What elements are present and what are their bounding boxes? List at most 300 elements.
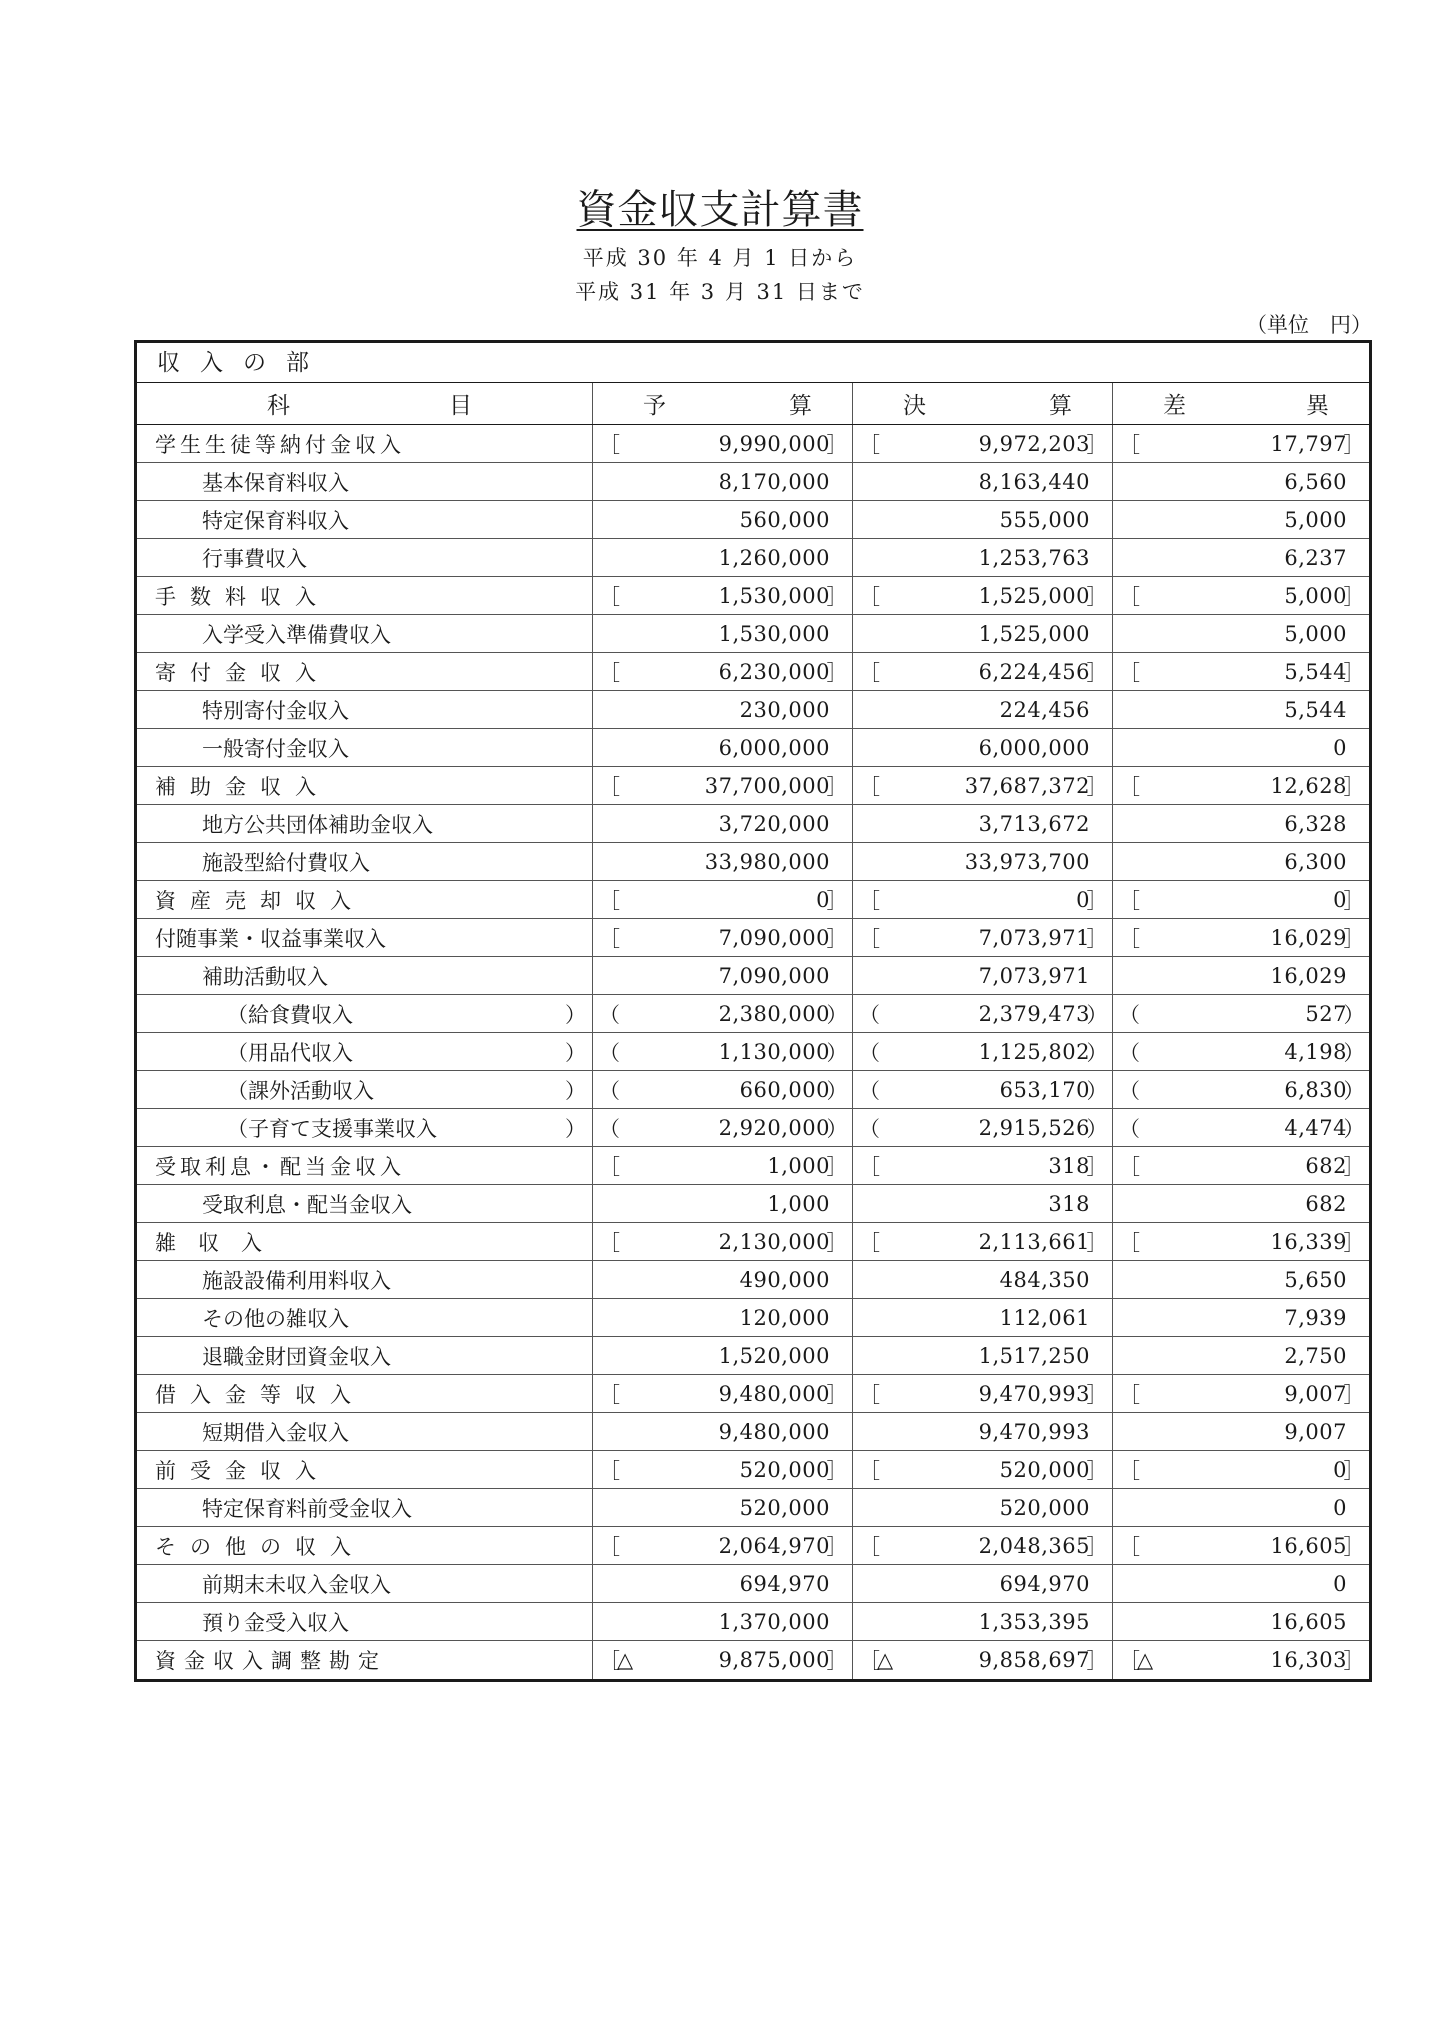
difference-value: 2,750	[1284, 1343, 1347, 1368]
budget-cell	[593, 1109, 853, 1146]
account-label: 施設設備利用料収入	[202, 1268, 391, 1293]
actual-cell	[853, 805, 1113, 842]
budget-cell	[593, 425, 853, 462]
difference-value: 4,198	[1284, 1039, 1347, 1064]
account-label: 一般寄付金収入	[202, 736, 349, 761]
difference-cell	[1113, 1223, 1369, 1260]
bracket-open: ［	[859, 1154, 881, 1179]
account-label: 資産売却収入	[155, 888, 365, 913]
actual-value: 7,073,971	[978, 925, 1090, 950]
actual-cell	[853, 1261, 1113, 1298]
table-row	[137, 577, 1369, 615]
bracket-close: ］	[826, 1649, 848, 1673]
account-label: （用品代収入	[227, 1040, 353, 1065]
income-table	[134, 340, 1372, 1682]
paren-open: （	[599, 1116, 621, 1141]
budget-value: 0	[816, 887, 830, 912]
bracket-open: ［	[859, 432, 881, 457]
actual-value: 6,224,456	[978, 659, 1090, 684]
difference-cell	[1113, 767, 1369, 804]
account-name	[137, 1641, 593, 1679]
account-label: 資金収入調整勘定	[155, 1649, 387, 1673]
paren-close: ）	[565, 1040, 586, 1065]
header-budget	[593, 383, 853, 424]
bracket-open: ［	[1119, 926, 1141, 951]
account-label: その他の雑収入	[202, 1306, 349, 1331]
budget-value: 6,000,000	[718, 735, 830, 760]
bracket-open: ［	[599, 1649, 621, 1673]
difference-cell	[1113, 1375, 1369, 1412]
header-char: 科	[267, 393, 290, 419]
difference-value: 5,650	[1284, 1267, 1347, 1292]
difference-cell	[1113, 1451, 1369, 1488]
budget-value: 1,260,000	[718, 545, 830, 570]
budget-value: 520,000	[739, 1457, 830, 1482]
difference-cell	[1113, 501, 1369, 538]
actual-value: 9,470,993	[978, 1381, 1090, 1406]
budget-cell	[593, 1261, 853, 1298]
bracket-close: ］	[1343, 888, 1365, 913]
bracket-open: ［	[859, 926, 881, 951]
account-label: 入学受入準備費収入	[202, 622, 391, 647]
paren-open: （	[1119, 1116, 1141, 1141]
budget-value: 7,090,000	[718, 925, 830, 950]
budget-value: 694,970	[739, 1571, 830, 1596]
account-name	[137, 881, 593, 918]
bracket-open: ［	[859, 774, 881, 799]
actual-cell	[853, 1489, 1113, 1526]
paren-close: ）	[1343, 1078, 1365, 1103]
actual-cell	[853, 1527, 1113, 1564]
actual-cell	[853, 1603, 1113, 1640]
bracket-close: ］	[1086, 660, 1108, 685]
budget-value: 2,064,970	[718, 1533, 830, 1558]
actual-value: 653,170	[999, 1077, 1090, 1102]
bracket-close: ］	[1086, 888, 1108, 913]
difference-value: 16,029	[1270, 963, 1347, 988]
budget-cell	[593, 577, 853, 614]
difference-cell	[1113, 843, 1369, 880]
account-label: 補助金収入	[155, 774, 330, 799]
difference-value: 9,007	[1284, 1381, 1347, 1406]
difference-value: 9,007	[1284, 1419, 1347, 1444]
header-char: 決	[903, 393, 926, 419]
budget-cell	[593, 1603, 853, 1640]
account-label: 特別寄付金収入	[202, 698, 349, 723]
table-row	[137, 1261, 1369, 1299]
table-row	[137, 1489, 1369, 1527]
bracket-close: ］	[1086, 584, 1108, 609]
paren-close: ）	[826, 1002, 848, 1027]
budget-cell	[593, 843, 853, 880]
account-name	[137, 843, 593, 880]
difference-value: 16,605	[1270, 1533, 1347, 1558]
account-name	[137, 805, 593, 842]
bracket-close: ］	[1343, 584, 1365, 609]
paren-open: （	[859, 1040, 881, 1065]
bracket-close: ］	[1343, 1382, 1365, 1407]
actual-cell	[853, 463, 1113, 500]
account-name	[137, 995, 593, 1032]
actual-value: 1,125,802	[978, 1039, 1090, 1064]
budget-cell	[593, 1413, 853, 1450]
table-row	[137, 1527, 1369, 1565]
actual-value: 33,973,700	[964, 849, 1090, 874]
difference-value: 682	[1305, 1153, 1347, 1178]
bracket-open: ［	[1119, 1382, 1141, 1407]
actual-cell	[853, 501, 1113, 538]
bracket-close: ］	[1343, 1458, 1365, 1483]
account-label: その他の収入	[155, 1534, 365, 1559]
bracket-close: ］	[826, 1534, 848, 1559]
paren-open: （	[1119, 1002, 1141, 1027]
account-label: 行事費収入	[202, 546, 307, 571]
account-name	[137, 1109, 593, 1146]
budget-value: 660,000	[739, 1077, 830, 1102]
budget-value: 9,480,000	[718, 1419, 830, 1444]
table-row	[137, 805, 1369, 843]
actual-value: 9,470,993	[978, 1419, 1090, 1444]
actual-value: 1,525,000	[978, 621, 1090, 646]
budget-cell	[593, 729, 853, 766]
bracket-close: ］	[826, 584, 848, 609]
paren-open: （	[599, 1078, 621, 1103]
bracket-open: ［	[599, 774, 621, 799]
period-from: 平成 30 年 4 月 1 日から	[582, 246, 858, 270]
bracket-open: ［	[1119, 1649, 1141, 1673]
budget-cell	[593, 1337, 853, 1374]
account-label: 前期末未収入金収入	[202, 1572, 391, 1597]
bracket-close: ］	[1343, 774, 1365, 799]
paren-open: （	[599, 1040, 621, 1065]
actual-value: 2,379,473	[978, 1001, 1090, 1026]
difference-cell	[1113, 539, 1369, 576]
actual-value: 2,915,526	[978, 1115, 1090, 1140]
budget-value: 230,000	[739, 697, 830, 722]
header-char: 異	[1306, 393, 1329, 419]
actual-cell	[853, 767, 1113, 804]
header-char: 目	[449, 393, 472, 419]
bracket-close: ］	[1086, 1154, 1108, 1179]
paren-close: ）	[826, 1116, 848, 1141]
paren-close: ）	[1343, 1040, 1365, 1065]
table-row	[137, 843, 1369, 881]
paren-close: ）	[565, 1078, 586, 1103]
budget-cell	[593, 1147, 853, 1184]
difference-value: 5,544	[1284, 659, 1347, 684]
bracket-close: ］	[1343, 1534, 1365, 1559]
budget-cell	[593, 881, 853, 918]
budget-value: 1,000	[767, 1153, 830, 1178]
paren-open: （	[859, 1002, 881, 1027]
account-name	[137, 425, 593, 462]
table-row	[137, 1033, 1369, 1071]
difference-value: 0	[1333, 887, 1347, 912]
difference-value: 682	[1305, 1191, 1347, 1216]
actual-cell	[853, 1033, 1113, 1070]
bracket-open: ［	[1119, 584, 1141, 609]
difference-value: 16,605	[1270, 1609, 1347, 1634]
budget-value: 1,530,000	[718, 621, 830, 646]
account-label: 前受金収入	[155, 1458, 330, 1483]
table-row	[137, 653, 1369, 691]
actual-value: 224,456	[999, 697, 1090, 722]
difference-cell	[1113, 919, 1369, 956]
difference-value: 12,628	[1270, 773, 1347, 798]
table-row	[137, 1603, 1369, 1641]
table-row	[137, 1147, 1369, 1185]
actual-cell	[853, 1451, 1113, 1488]
difference-value: 0	[1333, 1571, 1347, 1596]
account-name	[137, 1299, 593, 1336]
difference-cell	[1113, 1261, 1369, 1298]
bracket-open: ［	[1119, 1154, 1141, 1179]
difference-value: 5,000	[1284, 507, 1347, 532]
actual-cell	[853, 995, 1113, 1032]
account-name	[137, 767, 593, 804]
budget-value: 520,000	[739, 1495, 830, 1520]
difference-value: 527	[1305, 1001, 1347, 1026]
header-actual	[853, 383, 1113, 424]
bracket-close: ］	[1086, 432, 1108, 457]
table-row	[137, 1071, 1369, 1109]
budget-value: 2,380,000	[718, 1001, 830, 1026]
actual-cell	[853, 1641, 1113, 1679]
bracket-open: ［	[1119, 1230, 1141, 1255]
budget-cell	[593, 957, 853, 994]
actual-value: 9,858,697	[978, 1648, 1090, 1672]
actual-value: 555,000	[999, 507, 1090, 532]
bracket-open: ［	[1119, 888, 1141, 913]
actual-cell	[853, 1223, 1113, 1260]
difference-cell	[1113, 1413, 1369, 1450]
account-name	[137, 957, 593, 994]
budget-value: 2,130,000	[718, 1229, 830, 1254]
header-char: 算	[1049, 393, 1072, 419]
table-row	[137, 1565, 1369, 1603]
budget-cell	[593, 1375, 853, 1412]
account-name	[137, 1565, 593, 1602]
bracket-close: ］	[1086, 1534, 1108, 1559]
bracket-close: ］	[1086, 774, 1108, 799]
difference-cell	[1113, 805, 1369, 842]
table-row	[137, 729, 1369, 767]
bracket-open: ［	[859, 584, 881, 609]
bracket-close: ］	[826, 888, 848, 913]
paren-close: ）	[565, 1002, 586, 1027]
budget-value: 1,520,000	[718, 1343, 830, 1368]
budget-cell	[593, 805, 853, 842]
budget-value: 1,000	[767, 1191, 830, 1216]
budget-value: 560,000	[739, 507, 830, 532]
budget-cell	[593, 767, 853, 804]
difference-value: 16,303	[1270, 1648, 1347, 1672]
actual-value: 318	[1048, 1191, 1090, 1216]
account-label: 退職金財団資金収入	[202, 1344, 391, 1369]
account-name	[137, 1147, 593, 1184]
budget-cell	[593, 1489, 853, 1526]
negative-mark: △	[877, 1648, 894, 1672]
table-row	[137, 501, 1369, 539]
difference-cell	[1113, 1527, 1369, 1564]
paren-close: ）	[1343, 1002, 1365, 1027]
account-name	[137, 1603, 593, 1640]
actual-value: 2,113,661	[978, 1229, 1090, 1254]
account-label: （給食費収入	[227, 1002, 353, 1027]
account-name	[137, 1413, 593, 1450]
account-name	[137, 691, 593, 728]
bracket-open: ［	[859, 1230, 881, 1255]
account-name	[137, 1451, 593, 1488]
actual-cell	[853, 577, 1113, 614]
paren-open: （	[859, 1116, 881, 1141]
account-label: （子育て支援事業収入	[227, 1116, 437, 1141]
bracket-open: ［	[599, 432, 621, 457]
table-row	[137, 919, 1369, 957]
table-row	[137, 1185, 1369, 1223]
header-char: 算	[789, 393, 812, 419]
account-name	[137, 615, 593, 652]
difference-cell	[1113, 1109, 1369, 1146]
paren-close: ）	[1086, 1040, 1108, 1065]
paren-close: ）	[1086, 1078, 1108, 1103]
actual-cell	[853, 539, 1113, 576]
table-row	[137, 1641, 1369, 1679]
bracket-close: ］	[826, 1230, 848, 1255]
budget-value: 9,990,000	[718, 431, 830, 456]
actual-value: 694,970	[999, 1571, 1090, 1596]
bracket-close: ］	[1343, 1230, 1365, 1255]
bracket-open: ［	[1119, 1458, 1141, 1483]
actual-value: 112,061	[999, 1305, 1090, 1330]
account-name	[137, 653, 593, 690]
budget-value: 9,875,000	[718, 1648, 830, 1672]
budget-cell	[593, 501, 853, 538]
difference-value: 6,300	[1284, 849, 1347, 874]
budget-cell	[593, 1527, 853, 1564]
account-name	[137, 1033, 593, 1070]
bracket-close: ］	[1343, 432, 1365, 457]
table-row	[137, 615, 1369, 653]
account-label: 施設型給付費収入	[202, 850, 370, 875]
difference-cell	[1113, 995, 1369, 1032]
bracket-close: ］	[1086, 1230, 1108, 1255]
header-difference	[1113, 383, 1369, 424]
difference-cell	[1113, 1033, 1369, 1070]
difference-value: 17,797	[1270, 431, 1347, 456]
difference-value: 0	[1333, 735, 1347, 760]
bracket-close: ］	[1086, 1458, 1108, 1483]
actual-cell	[853, 1299, 1113, 1336]
account-label: 借入金等収入	[155, 1382, 365, 1407]
account-label: 付随事業・収益事業収入	[155, 926, 386, 951]
section-header: 収入の部	[137, 343, 1369, 383]
difference-value: 5,000	[1284, 621, 1347, 646]
paren-close: ）	[565, 1116, 586, 1141]
difference-value: 6,237	[1284, 545, 1347, 570]
budget-cell	[593, 1299, 853, 1336]
difference-value: 16,339	[1270, 1229, 1347, 1254]
account-label: 手数料収入	[155, 584, 330, 609]
bracket-open: ［	[599, 1534, 621, 1559]
actual-value: 1,353,395	[978, 1609, 1090, 1634]
difference-cell	[1113, 957, 1369, 994]
difference-value: 7,939	[1284, 1305, 1347, 1330]
difference-cell	[1113, 463, 1369, 500]
actual-cell	[853, 1565, 1113, 1602]
bracket-open: ［	[859, 1458, 881, 1483]
actual-value: 37,687,372	[964, 773, 1090, 798]
budget-value: 120,000	[739, 1305, 830, 1330]
actual-value: 318	[1048, 1153, 1090, 1178]
difference-cell	[1113, 1565, 1369, 1602]
difference-cell	[1113, 1489, 1369, 1526]
difference-cell	[1113, 1299, 1369, 1336]
actual-value: 6,000,000	[978, 735, 1090, 760]
difference-value: 0	[1333, 1457, 1347, 1482]
actual-value: 520,000	[999, 1495, 1090, 1520]
bracket-open: ［	[599, 1458, 621, 1483]
bracket-open: ［	[1119, 1534, 1141, 1559]
account-label: 短期借入金収入	[202, 1420, 349, 1445]
difference-cell	[1113, 691, 1369, 728]
actual-cell	[853, 653, 1113, 690]
table-row	[137, 957, 1369, 995]
paren-close: ）	[1086, 1116, 1108, 1141]
table-row	[137, 1413, 1369, 1451]
actual-cell	[853, 1375, 1113, 1412]
budget-cell	[593, 995, 853, 1032]
actual-cell	[853, 1109, 1113, 1146]
table-row	[137, 1223, 1369, 1261]
difference-value: 16,029	[1270, 925, 1347, 950]
actual-cell	[853, 729, 1113, 766]
difference-cell	[1113, 1603, 1369, 1640]
difference-value: 6,830	[1284, 1077, 1347, 1102]
difference-cell	[1113, 1071, 1369, 1108]
budget-value: 6,230,000	[718, 659, 830, 684]
account-name	[137, 1527, 593, 1564]
difference-cell	[1113, 615, 1369, 652]
budget-cell	[593, 1451, 853, 1488]
bracket-close: ］	[826, 1154, 848, 1179]
actual-value: 7,073,971	[978, 963, 1090, 988]
actual-value: 1,517,250	[978, 1343, 1090, 1368]
bracket-open: ［	[599, 1154, 621, 1179]
table-row	[137, 425, 1369, 463]
budget-cell	[593, 1071, 853, 1108]
bracket-open: ［	[859, 1534, 881, 1559]
difference-cell	[1113, 729, 1369, 766]
budget-cell	[593, 1033, 853, 1070]
budget-cell	[593, 463, 853, 500]
bracket-open: ［	[599, 1382, 621, 1407]
actual-cell	[853, 1413, 1113, 1450]
difference-value: 6,560	[1284, 469, 1347, 494]
account-label: （課外活動収入	[227, 1078, 374, 1103]
budget-cell	[593, 653, 853, 690]
actual-value: 1,253,763	[978, 545, 1090, 570]
account-name	[137, 919, 593, 956]
account-label: 学生生徒等納付金収入	[155, 432, 405, 457]
account-name	[137, 577, 593, 614]
account-label: 特定保育料収入	[202, 508, 349, 533]
budget-value: 9,480,000	[718, 1381, 830, 1406]
table-row	[137, 1375, 1369, 1413]
budget-value: 3,720,000	[718, 811, 830, 836]
table-row	[137, 767, 1369, 805]
unit-label: （単位 円）	[1246, 313, 1372, 337]
